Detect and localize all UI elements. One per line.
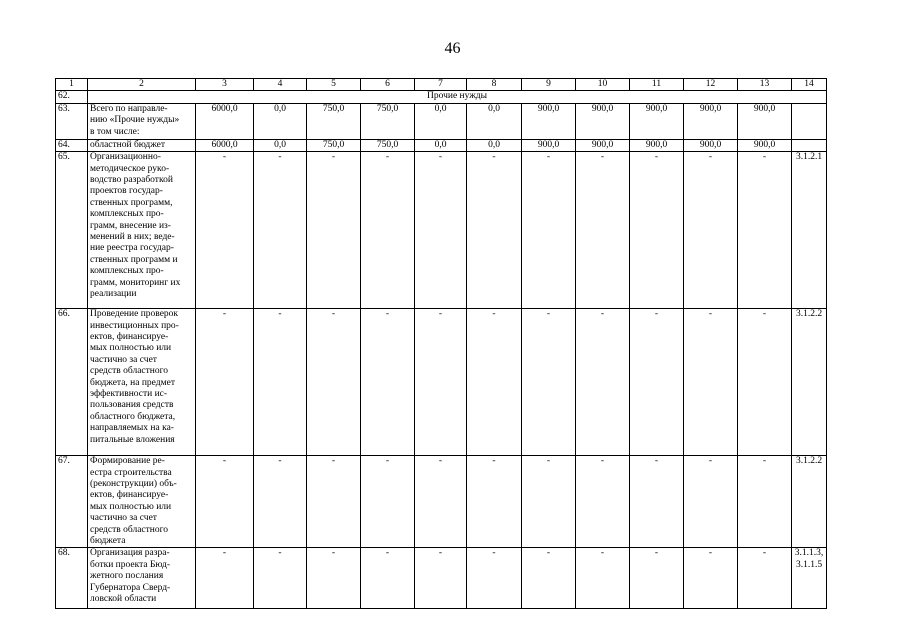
value-cell: - [684,456,738,548]
reference-line: 3.1.2.1 [795,152,823,163]
value-cell: - [254,456,307,548]
value-cell: - [522,548,576,609]
value-cell: - [361,152,415,309]
description-line: областной бюджет [90,139,166,150]
column-number-cell: 4 [254,79,307,91]
description-line: нию «Прочие нужды» [90,115,180,126]
reference-line: 3.1.2.2 [795,309,823,320]
description-line: ботки проекта Бюд- [90,559,171,570]
value-cell: 750,0 [307,139,361,151]
value-cell: 900,0 [522,139,576,151]
value-cell: - [254,548,307,609]
value-cell: - [738,152,792,309]
table-row [56,103,827,139]
description-line: водство разработкой [90,175,173,186]
row-number: 66. [56,309,88,456]
description-line: ектов, финансируе- [90,332,169,343]
row-number: 67. [56,456,88,548]
row-description [88,548,196,609]
description-line: ственных программ, [90,197,173,208]
page-number: 46 [444,40,461,57]
column-number-cell: 10 [576,79,630,91]
section-title: Прочие нужды [88,91,827,103]
description-line: жетного послания [90,571,164,582]
value-cell: 900,0 [738,103,792,139]
value-cell: 750,0 [361,103,415,139]
column-number-cell: 9 [522,79,576,91]
description-line: (реконструкции) объ- [90,479,177,490]
description-line: бюджета [90,536,126,547]
value-cell: 900,0 [522,103,576,139]
reference-line: 3.1.1.5 [795,559,823,570]
value-cell: - [467,309,522,456]
value-cell: - [684,152,738,309]
value-cell: - [415,548,467,609]
value-cell: - [576,548,630,609]
value-cell: 900,0 [738,139,792,151]
description-line: менений в них; веде- [90,232,175,243]
value-cell: 0,0 [415,139,467,151]
section-row [56,91,827,103]
value-cell: - [361,456,415,548]
value-cell: - [630,309,684,456]
value-cell: 6000,0 [196,139,254,151]
description-line: направляемых на ка- [90,423,174,434]
budget-table [55,78,827,609]
value-cell: - [576,152,630,309]
table-row [56,548,827,609]
reference-cell [792,103,827,139]
value-cell: - [738,456,792,548]
row-number: 63. [56,103,88,139]
description-line: Всего по направле- [90,103,168,114]
value-cell: 0,0 [467,103,522,139]
row-description [88,309,196,456]
value-cell: - [361,309,415,456]
row-description [88,456,196,548]
column-number-cell: 5 [307,79,361,91]
reference-cell [792,548,827,609]
value-cell: - [576,309,630,456]
value-cell: - [307,309,361,456]
column-number-cell: 12 [684,79,738,91]
reference-cell [792,139,827,151]
description-line: естра строительства [90,467,172,478]
description-line: пользования средств [90,400,174,411]
reference-line: 3.1.2.2 [795,456,823,467]
description-line: Проведение проверок [90,309,179,320]
value-cell: 0,0 [254,103,307,139]
description-line: частично за счет [90,354,157,365]
description-line: ственных программ и [90,254,178,265]
description-line: мых полностью или [90,343,172,354]
description-line: грамм, внесение из- [90,220,171,231]
column-number-row [56,79,827,91]
row-description [88,139,196,151]
value-cell: - [254,309,307,456]
description-line: реализации [90,289,137,300]
reference-cell [792,309,827,456]
description-line: Организационно- [90,152,161,163]
column-number-cell: 6 [361,79,415,91]
description-line: грамм, мониторинг их [90,277,181,288]
column-number-cell: 11 [630,79,684,91]
value-cell: - [467,456,522,548]
value-cell: - [415,456,467,548]
value-cell: 6000,0 [196,103,254,139]
description-line: средств областного [90,366,169,377]
value-cell: - [522,456,576,548]
value-cell: - [738,548,792,609]
value-cell: - [196,548,254,609]
column-number-cell: 7 [415,79,467,91]
description-line: бюджета, на предмет [90,377,175,388]
description-line: методическое руко- [90,163,170,174]
value-cell: - [522,152,576,309]
table-body [56,79,827,609]
description-line: комплексных про- [90,266,164,277]
description-line: мых полностью или [90,501,172,512]
value-cell: 0,0 [254,139,307,151]
row-number: 62. [56,91,88,103]
value-cell: 0,0 [467,139,522,151]
column-number-cell: 2 [88,79,196,91]
value-cell: - [307,548,361,609]
description-line: инвестиционных про- [90,320,179,331]
value-cell: 0,0 [415,103,467,139]
value-cell: - [361,548,415,609]
description-line: Организация разра- [90,548,170,559]
value-cell: 900,0 [684,139,738,151]
description-line: ловской области [90,594,157,605]
description-line: Формирование ре- [90,456,165,467]
description-line: частично за счет [90,513,157,524]
value-cell: - [196,309,254,456]
table-row [56,309,827,456]
row-number: 64. [56,139,88,151]
value-cell: 750,0 [361,139,415,151]
value-cell: 900,0 [630,139,684,151]
value-cell: - [254,152,307,309]
column-number-cell: 3 [196,79,254,91]
table-row [56,456,827,548]
description-line: Губернатора Сверд- [90,582,171,593]
column-number-cell: 1 [56,79,88,91]
value-cell: - [307,456,361,548]
column-number-cell: 8 [467,79,522,91]
value-cell: - [684,548,738,609]
row-number: 68. [56,548,88,609]
row-description [88,103,196,139]
value-cell: 900,0 [576,103,630,139]
value-cell: - [576,456,630,548]
column-number-cell: 13 [738,79,792,91]
value-cell: 900,0 [576,139,630,151]
value-cell: - [738,309,792,456]
description-line: средств областного [90,524,169,535]
description-line: в том числе: [90,126,140,137]
value-cell: - [684,309,738,456]
value-cell: - [307,152,361,309]
table-row [56,139,827,151]
reference-cell [792,152,827,309]
description-line: эффективности ис- [90,389,168,400]
description-line: комплексных про- [90,209,164,220]
row-number: 65. [56,152,88,309]
table-row [56,152,827,309]
value-cell: - [196,152,254,309]
description-line: областного бюджета, [90,411,176,422]
value-cell: - [522,309,576,456]
value-cell: - [630,456,684,548]
description-line: проектов государ- [90,186,163,197]
value-cell: 900,0 [684,103,738,139]
reference-cell [792,456,827,548]
description-line: ектов, финансируе- [90,490,169,501]
value-cell: - [196,456,254,548]
row-description [88,152,196,309]
value-cell: - [415,309,467,456]
value-cell: - [630,548,684,609]
description-line: ние реестра государ- [90,243,174,254]
value-cell: - [467,152,522,309]
value-cell: - [630,152,684,309]
description-line: питальные вложения [90,434,175,445]
value-cell: 900,0 [630,103,684,139]
value-cell: - [415,152,467,309]
value-cell: 750,0 [307,103,361,139]
column-number-cell: 14 [792,79,827,91]
value-cell: - [467,548,522,609]
reference-line: 3.1.1.3, [794,548,824,559]
